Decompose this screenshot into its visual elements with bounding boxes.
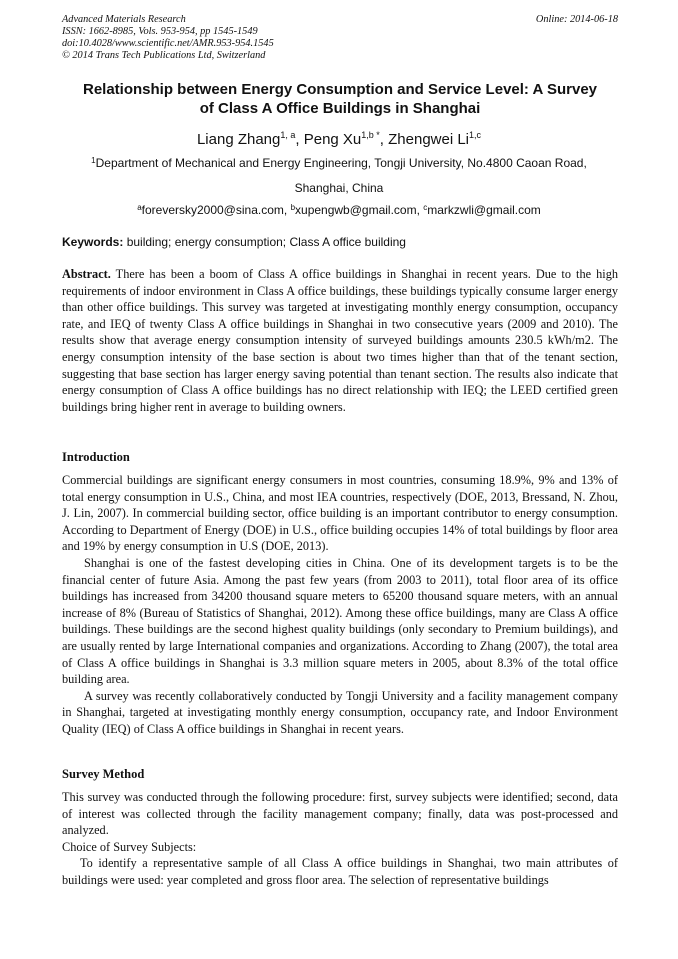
title-line-1: Relationship between Energy Consumption and Service Level: A Survey xyxy=(82,81,597,98)
email-c[interactable]: markzwli@gmail.com xyxy=(427,203,541,217)
survey-subheading: Choice of Survey Subjects: xyxy=(62,839,197,854)
author-1-sup: 1, a xyxy=(280,130,296,140)
journal-header xyxy=(62,14,618,62)
abstract xyxy=(62,266,618,415)
keywords-text: building; energy consumption; Class A office building xyxy=(123,235,406,249)
journal-name: Advanced Materials Research xyxy=(62,14,186,25)
survey-paragraph-2: To identify a representative sample of all Class A office buildings in Shanghai, two main attributes of buildings were used: year completed and gross floor area. The selection of representative buildings xyxy=(62,856,618,887)
author-3-name: , Zhengwei Li xyxy=(379,131,470,148)
intro-paragraph-1: Commercial buildings are significant energy consumers in most countries, consuming 18.9%, 9% and 13% of total energy consumption in U.S., China, and most IEA countries, respectively (DOE, 2013, Bressand, N. Zhou, J. Lin, 2007). In commercial building sector, office building is an important contributor to energy consumption. According to Department of Energy (DOE) in U.S., office building occupies 14% of total buildings by floor area and 19% by energy consumption in U.S (DOE, 2013). xyxy=(62,473,618,554)
online-date: Online: 2014-06-18 xyxy=(535,14,618,25)
abstract-text: There has been a boom of Class A office buildings in Shanghai in recent years. Due to the high requirements of indoor environment in Class A office buildings, these buildings typically consume larger energy than other office buildings. This survey was targeted at investigating monthly energy consumption, occupancy rate, and IEQ of twenty Class A office buildings in Shanghai in two consecutive years (2009 and 2010). The results show that average energy consumption intensity of surveyed buildings amounts 230.5 kWh/m2. The energy consumption intensity of the base section is about two times higher than that of the tenant section, suggesting that base section has larger energy saving potential than tenant section. The results also indicate that energy consumption of Class A office buildings has no direct relationship with IEQ; the LEED certified green buildings bring higher rent in average to building owners. xyxy=(62,267,618,414)
author-3-sup: 1,c xyxy=(469,130,482,140)
section-heading-introduction: Introduction xyxy=(62,450,130,464)
affiliation-text-1: Department of Mechanical and Energy Engineering, Tongji University, No.4800 Caoan Road, xyxy=(95,156,587,170)
affiliation-line-1 xyxy=(40,156,638,170)
affiliation-line-2: Shanghai, China xyxy=(294,181,384,195)
title-line-2: of Class A Office Buildings in Shanghai xyxy=(199,100,481,117)
affiliation-sup: 1 xyxy=(91,156,96,165)
section-heading-survey-method: Survey Method xyxy=(62,767,145,781)
copyright-line: © 2014 Trans Tech Publications Ltd, Switzerland xyxy=(62,50,266,61)
abstract-label: Abstract. xyxy=(62,267,111,281)
author-1-name: Liang Zhang xyxy=(196,131,281,148)
survey-paragraph-1: This survey was conducted through the following procedure: first, survey subjects were identified; second, data of interest was collected through the facility management company; finally, data was post-processed and analyzed. xyxy=(62,790,618,838)
email-a-sup: a xyxy=(137,203,142,212)
keywords-label: Keywords: xyxy=(62,235,124,249)
email-a[interactable]: foreversky2000@sina.com, xyxy=(141,203,291,217)
author-2-name: , Peng Xu xyxy=(295,131,362,148)
introduction-section xyxy=(62,472,618,738)
intro-paragraph-2: Shanghai is one of the fastest developing cities in China. One of its development targets is to be the financial center of future Asia. Among the past few years (from 2003 to 2011), total floor area of its office buildings has increased from 34200 thousand square meters to 65200 thousand square meters, with an annual increase of 8% (Bureau of Statistics of Shanghai, 2012). Among these office buildings, many are Class A office buildings. These buildings are the second highest quality buildings (only secondary to Premium buildings), and are usually rented by large International companies and organizations. According to Zhang (2007), the total area of Class A office buildings in Shanghai is 3.3 million square meters in 2005, about 8.3% of the total office building area. xyxy=(62,555,618,687)
doi-line: doi:10.4028/www.scientific.net/AMR.953-954.1545 xyxy=(62,38,274,49)
intro-paragraph-3: A survey was recently collaboratively conducted by Tongji University and a facility management company in Shanghai, targeted at investigating monthly energy consumption, occupancy rate, and Indoor Environment Quality (IEQ) of Class A office buildings in Shanghai in recent years. xyxy=(62,688,618,736)
email-b[interactable]: xupengwb@gmail.com, xyxy=(295,203,424,217)
keywords xyxy=(62,235,618,249)
email-b-sup: b xyxy=(290,203,296,212)
author-list xyxy=(40,131,638,149)
email-c-sup: c xyxy=(423,203,428,212)
author-emails xyxy=(40,203,638,217)
issn-line: ISSN: 1662-8985, Vols. 953-954, pp 1545-1549 xyxy=(62,26,258,37)
paper-title xyxy=(52,80,628,118)
survey-method-section xyxy=(62,789,618,889)
author-2-sup: 1,b * xyxy=(361,130,380,140)
